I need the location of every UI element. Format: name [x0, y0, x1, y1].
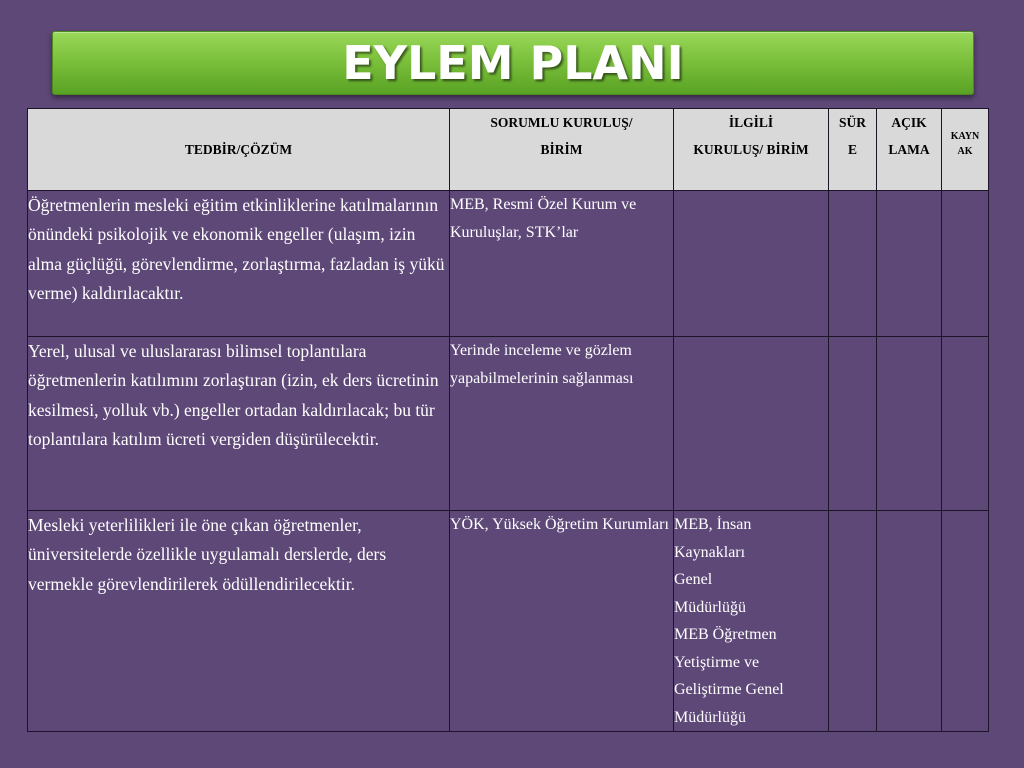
action-plan-table: [27, 108, 989, 732]
cell-sorumlu: Yerinde inceleme ve gözlem yapabilmelerinin sağlanması: [450, 337, 674, 511]
cell-ilgili: [674, 511, 829, 732]
ilgili-line: Müdürlüğü: [674, 598, 746, 616]
table-row: [28, 511, 989, 732]
cell-sure: [829, 191, 877, 337]
header-sure-line2: E: [847, 142, 857, 157]
ilgili-line: Geliştirme Genel: [674, 681, 784, 698]
header-sorumlu-line1: SORUMLU KURULUŞ/: [490, 115, 633, 130]
cell-ilgili: [674, 191, 829, 337]
cell-ilgili: [674, 337, 829, 511]
table-row: [28, 191, 989, 337]
header-sure: [829, 109, 877, 191]
cell-sorumlu: MEB, Resmi Özel Kurum ve Kuruluşlar, STK’lar: [450, 191, 674, 337]
ilgili-line: Müdürlüğü: [674, 708, 746, 726]
header-aciklama-line2: LAMA: [888, 142, 930, 157]
header-aciklama: [877, 109, 942, 191]
ilgili-line: MEB, İnsan: [674, 516, 752, 533]
cell-tedbir: Mesleki yeterlilikleri ile öne çıkan öğretmenler, üniversitelerde özellikle uygulamalı derslerde, ders vermekle görevlendirilerek ödüllendirilecektir.: [28, 511, 450, 732]
header-sorumlu: [450, 109, 674, 191]
header-ilgili: [674, 109, 829, 191]
cell-tedbir: Yerel, ulusal ve uluslararası bilimsel toplantılara öğretmenlerin katılımını zorlaştıran (izin, ek ders ücretinin kesilmesi, yolluk vb.) engeller ortadan kaldırılacak; bu tür toplantılara katılım ücreti vergiden düşürülecektir.: [28, 337, 450, 511]
header-kaynak: [942, 109, 989, 191]
page-title: EYLEM PLANI: [342, 36, 684, 90]
cell-aciklama: [877, 191, 942, 337]
header-tedbir: [28, 109, 450, 191]
header-ilgili-line2: KURULUŞ/ BİRİM: [693, 142, 809, 157]
cell-kaynak: [942, 511, 989, 732]
title-banner: [52, 31, 974, 95]
cell-kaynak: [942, 191, 989, 337]
ilgili-line: Kaynakları: [674, 543, 746, 561]
cell-aciklama: [877, 511, 942, 732]
header-sorumlu-line2: BİRİM: [540, 142, 583, 157]
cell-tedbir: Öğretmenlerin mesleki eğitim etkinliklerine katılmalarının önündeki psikolojik ve ekonomik engeller (ulaşım, izin alma güçlüğü, görevlendirme, zorlaştırma, fazladan iş yükü verme) kaldırılacaktır.: [28, 191, 450, 337]
cell-sorumlu: YÖK, Yüksek Öğretim Kurumları: [450, 511, 674, 732]
ilgili-line: Yetiştirme ve: [674, 653, 760, 671]
header-kaynak-line1: KAYN: [950, 131, 980, 142]
cell-kaynak: [942, 337, 989, 511]
header-aciklama-line1: AÇIK: [891, 115, 927, 130]
cell-aciklama: [877, 337, 942, 511]
table-row: [28, 337, 989, 511]
cell-sure: [829, 511, 877, 732]
header-ilgili-line1: İLGİLİ: [728, 115, 774, 130]
header-kaynak-line2: AK: [957, 146, 973, 157]
ilgili-line: Genel: [674, 571, 713, 588]
cell-sure: [829, 337, 877, 511]
table-header-row: [28, 109, 989, 191]
header-tedbir-label: TEDBİR/ÇÖZÜM: [184, 142, 293, 157]
header-sure-line1: SÜR: [838, 115, 866, 130]
ilgili-line: MEB Öğretmen: [674, 626, 777, 643]
